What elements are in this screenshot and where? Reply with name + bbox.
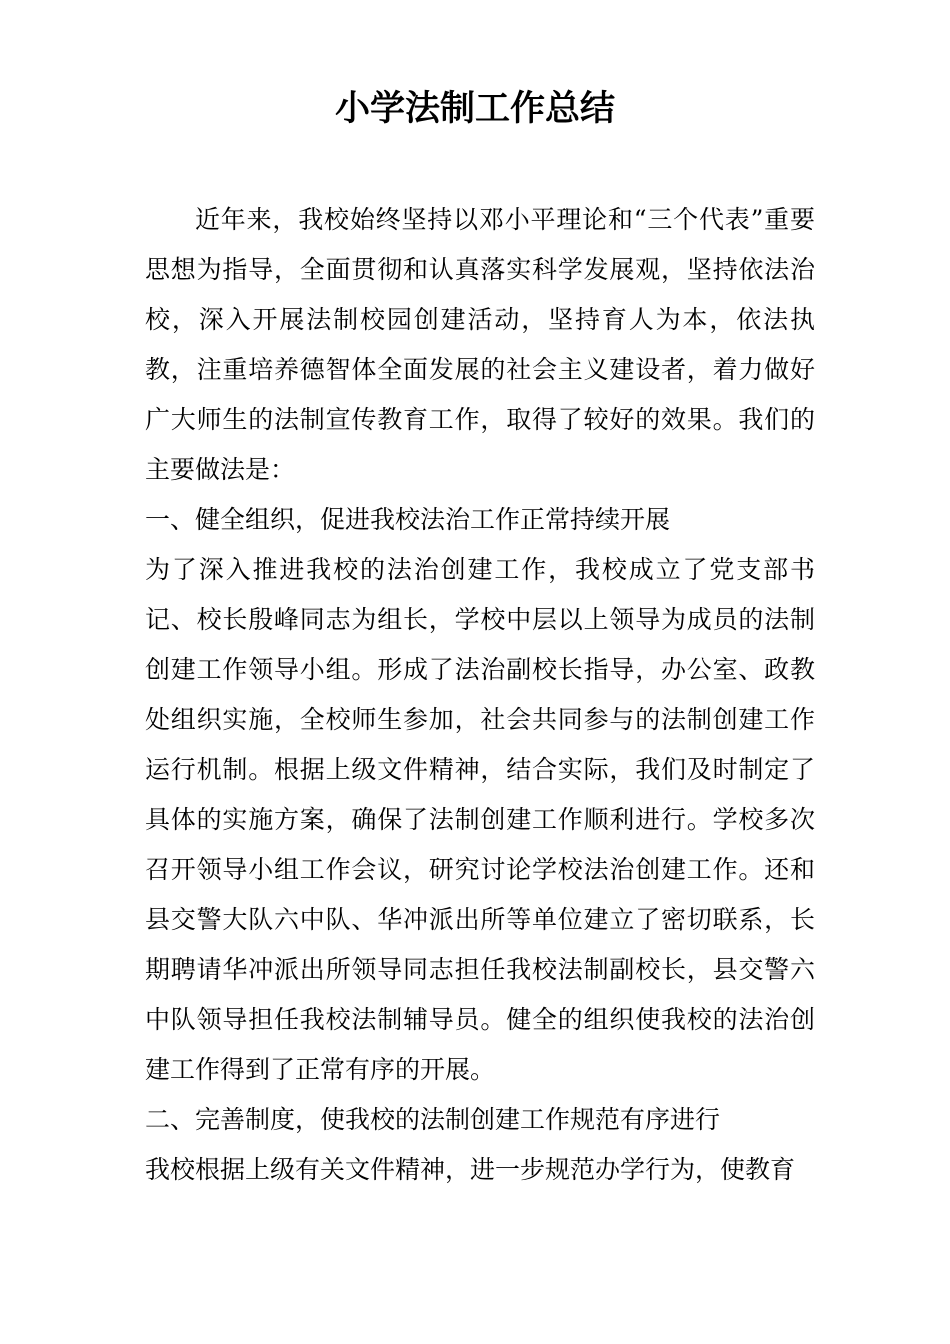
intro-paragraph: 近年来，我校始终坚持以邓小平理论和“三个代表”重要思想为指导，全面贯彻和认真落实科学发展观，坚持依法治校，深入开展法制校园创建活动，坚持育人为本，依法执教，注重培养德智体全面发展的社会主义建设者，着力做好广大师生的法制宣传教育工作，取得了较好的效果。我们的主要做法是： xyxy=(145,205,815,484)
section-heading-1: 一、健全组织，促进我校法治工作正常持续开展 xyxy=(145,505,671,534)
section-heading-2: 二、完善制度，使我校的法制创建工作规范有序进行 xyxy=(145,1105,721,1134)
section-1-paragraph: 为了深入推进我校的法治创建工作，我校成立了党支部书记、校长殷峰同志为组长，学校中层以上领导为成员的法制创建工作领导小组。形成了法治副校长指导，办公室、政教处组织实施，全校师生参加，社会共同参与的法制创建工作运行机制。根据上级文件精神，结合实际，我们及时制定了具体的实施方案，确保了法制创建工作顺利进行。学校多次召开领导小组工作会议，研究讨论学校法治创建工作。还和县交警大队六中队、华冲派出所等单位建立了密切联系，长期聘请华冲派出所领导同志担任我校法制副校长，县交警六中队领导担任我校法制辅导员。健全的组织使我校的法治创建工作得到了正常有序的开展。 xyxy=(145,555,815,1084)
document-body xyxy=(145,195,815,1195)
document-title: 小学法制工作总结 xyxy=(334,89,615,129)
section-2-paragraph: 我校根据上级有关文件精神，进一步规范办学行为，使教育 xyxy=(145,1155,796,1184)
